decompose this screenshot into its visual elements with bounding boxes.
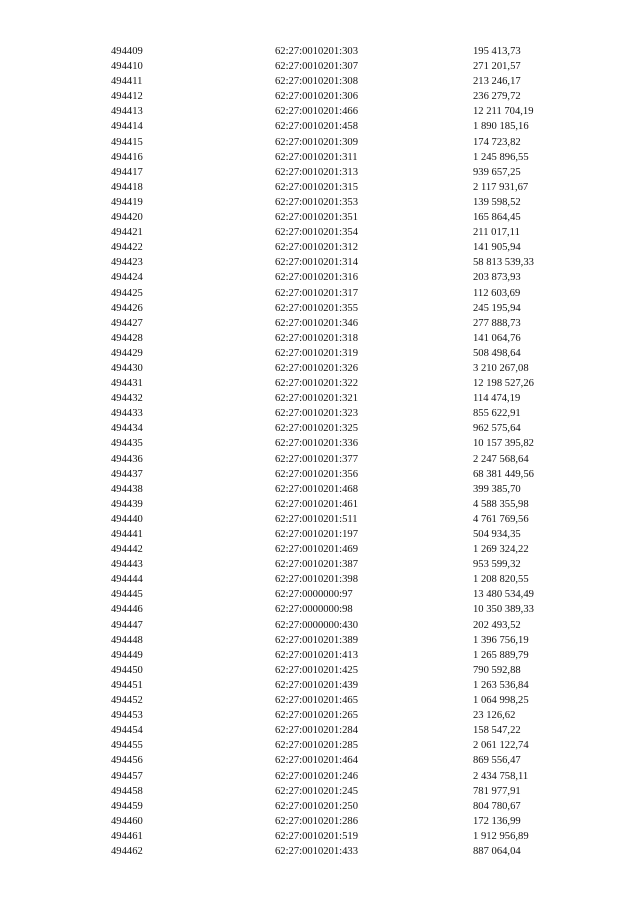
cadastral-number: 62:27:0010201:458 [275, 121, 358, 133]
cadastral-number: 62:27:0010201:466 [275, 106, 358, 118]
cadastral-number: 62:27:0010201:197 [275, 529, 358, 540]
table-row [0, 286, 640, 301]
cadastral-number: 62:27:0010201:312 [275, 242, 358, 254]
table-row [0, 633, 640, 648]
cadastral-number: 62:27:0010201:265 [275, 710, 358, 722]
cadastral-value: 141 905,94 [473, 242, 521, 254]
cadastral-value: 277 888,73 [473, 317, 521, 329]
cadastral-value: 58 813 539,33 [473, 257, 534, 269]
row-number: 494412 [111, 91, 143, 103]
cadastral-number: 62:27:0010201:439 [275, 679, 358, 691]
table-row [0, 814, 640, 829]
row-number: 494421 [111, 227, 143, 239]
table-row [0, 678, 640, 693]
table-row [0, 693, 640, 708]
cadastral-value: 1 208 820,55 [473, 574, 529, 586]
cadastral-number: 62:27:0010201:319 [275, 347, 358, 359]
row-number: 494454 [111, 725, 143, 737]
cadastral-number: 62:27:0010201:307 [275, 61, 358, 73]
row-number: 494414 [111, 121, 143, 133]
cadastral-number: 62:27:0010201:336 [275, 438, 358, 450]
row-number: 494456 [111, 755, 143, 767]
table-row [0, 44, 640, 59]
row-number: 494440 [111, 513, 143, 525]
row-number: 494422 [111, 242, 143, 254]
cadastral-number: 62:27:0010201:519 [275, 830, 358, 842]
table-row [0, 104, 640, 119]
row-number: 494446 [111, 604, 143, 616]
table-row [0, 406, 640, 421]
cadastral-number: 62:27:0010201:303 [275, 46, 358, 57]
table-row [0, 119, 640, 134]
cadastral-number: 62:27:0010201:286 [275, 815, 358, 827]
cadastral-number: 62:27:0010201:325 [275, 423, 358, 435]
row-number: 494426 [111, 302, 143, 314]
table-row [0, 482, 640, 497]
table-row [0, 180, 640, 195]
cadastral-number: 62:27:0000000:97 [275, 589, 353, 601]
row-number: 494452 [111, 695, 143, 707]
table-row [0, 557, 640, 572]
cadastral-value: 1 265 889,79 [473, 649, 529, 661]
row-number: 494428 [111, 332, 143, 344]
table-row [0, 618, 640, 633]
table-row [0, 542, 640, 557]
cadastral-value: 869 556,47 [473, 755, 521, 767]
row-number: 494410 [111, 61, 143, 73]
row-number: 494442 [111, 544, 143, 556]
table-row [0, 769, 640, 784]
cadastral-value: 887 064,04 [473, 845, 521, 857]
row-number: 494425 [111, 287, 143, 299]
table-row [0, 452, 640, 467]
cadastral-value: 139 598,52 [473, 196, 521, 208]
row-number: 494417 [111, 166, 143, 178]
cadastral-value: 271 201,57 [473, 61, 521, 73]
cadastral-value: 4 588 355,98 [473, 498, 529, 510]
table-row [0, 195, 640, 210]
table-row [0, 74, 640, 89]
cadastral-value: 141 064,76 [473, 332, 521, 344]
table-row [0, 225, 640, 240]
cadastral-value: 13 480 534,49 [473, 589, 534, 601]
row-number: 494439 [111, 498, 143, 510]
table-row [0, 210, 640, 225]
cadastral-value: 855 622,91 [473, 408, 521, 420]
cadastral-number: 62:27:0010201:317 [275, 287, 358, 299]
table-row [0, 270, 640, 285]
row-number: 494449 [111, 649, 143, 661]
cadastral-number: 62:27:0010201:389 [275, 634, 358, 646]
table-row [0, 135, 640, 150]
cadastral-number: 62:27:0010201:377 [275, 453, 358, 465]
cadastral-number: 62:27:0010201:469 [275, 544, 358, 556]
cadastral-value: 195 413,73 [473, 46, 521, 57]
cadastral-number: 62:27:0010201:465 [275, 695, 358, 707]
cadastral-number: 62:27:0010201:284 [275, 725, 358, 737]
cadastral-value: 1 912 956,89 [473, 830, 529, 842]
cadastral-value: 202 493,52 [473, 619, 521, 631]
cadastral-number: 62:27:0000000:430 [275, 619, 358, 631]
table-row [0, 527, 640, 542]
cadastral-number: 62:27:0010201:353 [275, 196, 358, 208]
row-number: 494441 [111, 529, 143, 540]
cadastral-value: 4 761 769,56 [473, 513, 529, 525]
cadastral-number: 62:27:0010201:316 [275, 272, 358, 284]
cadastral-value: 68 381 449,56 [473, 468, 534, 480]
cadastral-value: 158 547,22 [473, 725, 521, 737]
row-number: 494457 [111, 770, 143, 782]
row-number: 494435 [111, 438, 143, 450]
table-row [0, 753, 640, 768]
cadastral-value: 1 263 536,84 [473, 679, 529, 691]
row-number: 494453 [111, 710, 143, 722]
cadastral-value: 790 592,88 [473, 664, 521, 676]
cadastral-value: 165 864,45 [473, 212, 521, 224]
cadastral-number: 62:27:0010201:346 [275, 317, 358, 329]
cadastral-value: 2 247 568,64 [473, 453, 529, 465]
cadastral-number: 62:27:0010201:398 [275, 574, 358, 586]
row-number: 494437 [111, 468, 143, 480]
cadastral-number: 62:27:0010201:250 [275, 800, 358, 812]
cadastral-number: 62:27:0010201:433 [275, 845, 358, 857]
table-row [0, 59, 640, 74]
cadastral-value: 939 657,25 [473, 166, 521, 178]
cadastral-number: 62:27:0010201:318 [275, 332, 358, 344]
cadastral-number: 62:27:0010201:245 [275, 785, 358, 797]
cadastral-number: 62:27:0010201:311 [275, 151, 358, 163]
cadastral-number: 62:27:0010201:464 [275, 755, 358, 767]
cadastral-value: 1 269 324,22 [473, 544, 529, 556]
row-number: 494427 [111, 317, 143, 329]
cadastral-value: 12 211 704,19 [473, 106, 534, 118]
row-number: 494431 [111, 378, 143, 390]
cadastral-number: 62:27:0000000:98 [275, 604, 353, 616]
table-row [0, 316, 640, 331]
table-row [0, 708, 640, 723]
cadastral-value: 236 279,72 [473, 91, 521, 103]
row-number: 494419 [111, 196, 143, 208]
table-row [0, 361, 640, 376]
row-number: 494415 [111, 136, 143, 148]
cadastral-value: 1 396 756,19 [473, 634, 529, 646]
row-number: 494434 [111, 423, 143, 435]
cadastral-value: 114 474,19 [473, 393, 521, 405]
table-row [0, 663, 640, 678]
table-row [0, 346, 640, 361]
cadastral-number: 62:27:0010201:308 [275, 76, 358, 88]
table-row [0, 738, 640, 753]
table-row [0, 150, 640, 165]
cadastral-value: 1 890 185,16 [473, 121, 529, 133]
cadastral-value: 508 498,64 [473, 347, 521, 359]
cadastral-number: 62:27:0010201:314 [275, 257, 358, 269]
cadastral-value: 2 434 758,11 [473, 770, 529, 782]
table-row [0, 587, 640, 602]
cadastral-number: 62:27:0010201:322 [275, 378, 358, 390]
cadastral-number: 62:27:0010201:315 [275, 181, 358, 193]
cadastral-number: 62:27:0010201:425 [275, 664, 358, 676]
cadastral-number: 62:27:0010201:246 [275, 770, 358, 782]
cadastral-number: 62:27:0010201:354 [275, 227, 358, 239]
row-number: 494448 [111, 634, 143, 646]
cadastral-number: 62:27:0010201:413 [275, 649, 358, 661]
cadastral-value: 245 195,94 [473, 302, 521, 314]
table-row [0, 572, 640, 587]
cadastral-value: 213 246,17 [473, 76, 521, 88]
cadastral-value: 2 061 122,74 [473, 740, 529, 752]
row-number: 494411 [111, 76, 143, 88]
cadastral-value: 3 210 267,08 [473, 362, 529, 374]
table-row [0, 512, 640, 527]
row-number: 494420 [111, 212, 143, 224]
cadastral-value: 953 599,32 [473, 559, 521, 571]
cadastral-value: 2 117 931,67 [473, 181, 529, 193]
row-number: 494418 [111, 181, 143, 193]
table-row [0, 723, 640, 738]
cadastral-value: 1 064 998,25 [473, 695, 529, 707]
table-row [0, 467, 640, 482]
table-row [0, 331, 640, 346]
cadastral-value: 112 603,69 [473, 287, 521, 299]
table-row [0, 376, 640, 391]
cadastral-number: 62:27:0010201:351 [275, 212, 358, 224]
cadastral-value: 10 350 389,33 [473, 604, 534, 616]
document-table [0, 44, 640, 859]
table-row [0, 255, 640, 270]
table-row [0, 240, 640, 255]
table-row [0, 497, 640, 512]
row-number: 494409 [111, 46, 143, 57]
row-number: 494455 [111, 740, 143, 752]
table-row [0, 844, 640, 859]
row-number: 494433 [111, 408, 143, 420]
cadastral-number: 62:27:0010201:309 [275, 136, 358, 148]
row-number: 494460 [111, 815, 143, 827]
table-row [0, 602, 640, 617]
row-number: 494424 [111, 272, 143, 284]
row-number: 494443 [111, 559, 143, 571]
cadastral-value: 10 157 395,82 [473, 438, 534, 450]
cadastral-number: 62:27:0010201:321 [275, 393, 358, 405]
table-row [0, 784, 640, 799]
table-row [0, 391, 640, 406]
cadastral-value: 211 017,11 [473, 227, 520, 239]
cadastral-number: 62:27:0010201:511 [275, 513, 358, 525]
row-number: 494416 [111, 151, 143, 163]
table-row [0, 799, 640, 814]
cadastral-number: 62:27:0010201:285 [275, 740, 358, 752]
row-number: 494462 [111, 845, 143, 857]
table-row [0, 648, 640, 663]
cadastral-value: 203 873,93 [473, 272, 521, 284]
cadastral-value: 781 977,91 [473, 785, 521, 797]
row-number: 494436 [111, 453, 143, 465]
cadastral-value: 174 723,82 [473, 136, 521, 148]
table-row [0, 829, 640, 844]
cadastral-value: 1 245 896,55 [473, 151, 529, 163]
cadastral-number: 62:27:0010201:461 [275, 498, 358, 510]
cadastral-value: 504 934,35 [473, 529, 521, 540]
cadastral-number: 62:27:0010201:356 [275, 468, 358, 480]
row-number: 494447 [111, 619, 143, 631]
cadastral-value: 962 575,64 [473, 423, 521, 435]
row-number: 494459 [111, 800, 143, 812]
cadastral-number: 62:27:0010201:306 [275, 91, 358, 103]
cadastral-number: 62:27:0010201:323 [275, 408, 358, 420]
table-row [0, 89, 640, 104]
row-number: 494429 [111, 347, 143, 359]
table-row [0, 165, 640, 180]
row-number: 494423 [111, 257, 143, 269]
row-number: 494458 [111, 785, 143, 797]
cadastral-value: 399 385,70 [473, 483, 521, 495]
cadastral-number: 62:27:0010201:468 [275, 483, 358, 495]
table-row [0, 436, 640, 451]
row-number: 494461 [111, 830, 143, 842]
cadastral-value: 12 198 527,26 [473, 378, 534, 390]
row-number: 494445 [111, 589, 143, 601]
row-number: 494444 [111, 574, 143, 586]
cadastral-number: 62:27:0010201:313 [275, 166, 358, 178]
row-number: 494413 [111, 106, 143, 118]
row-number: 494430 [111, 362, 143, 374]
row-number: 494451 [111, 679, 143, 691]
table-row [0, 421, 640, 436]
cadastral-number: 62:27:0010201:326 [275, 362, 358, 374]
cadastral-number: 62:27:0010201:355 [275, 302, 358, 314]
row-number: 494450 [111, 664, 143, 676]
cadastral-value: 23 126,62 [473, 710, 516, 722]
row-number: 494432 [111, 393, 143, 405]
cadastral-value: 804 780,67 [473, 800, 521, 812]
cadastral-value: 172 136,99 [473, 815, 521, 827]
cadastral-number: 62:27:0010201:387 [275, 559, 358, 571]
row-number: 494438 [111, 483, 143, 495]
table-row [0, 301, 640, 316]
